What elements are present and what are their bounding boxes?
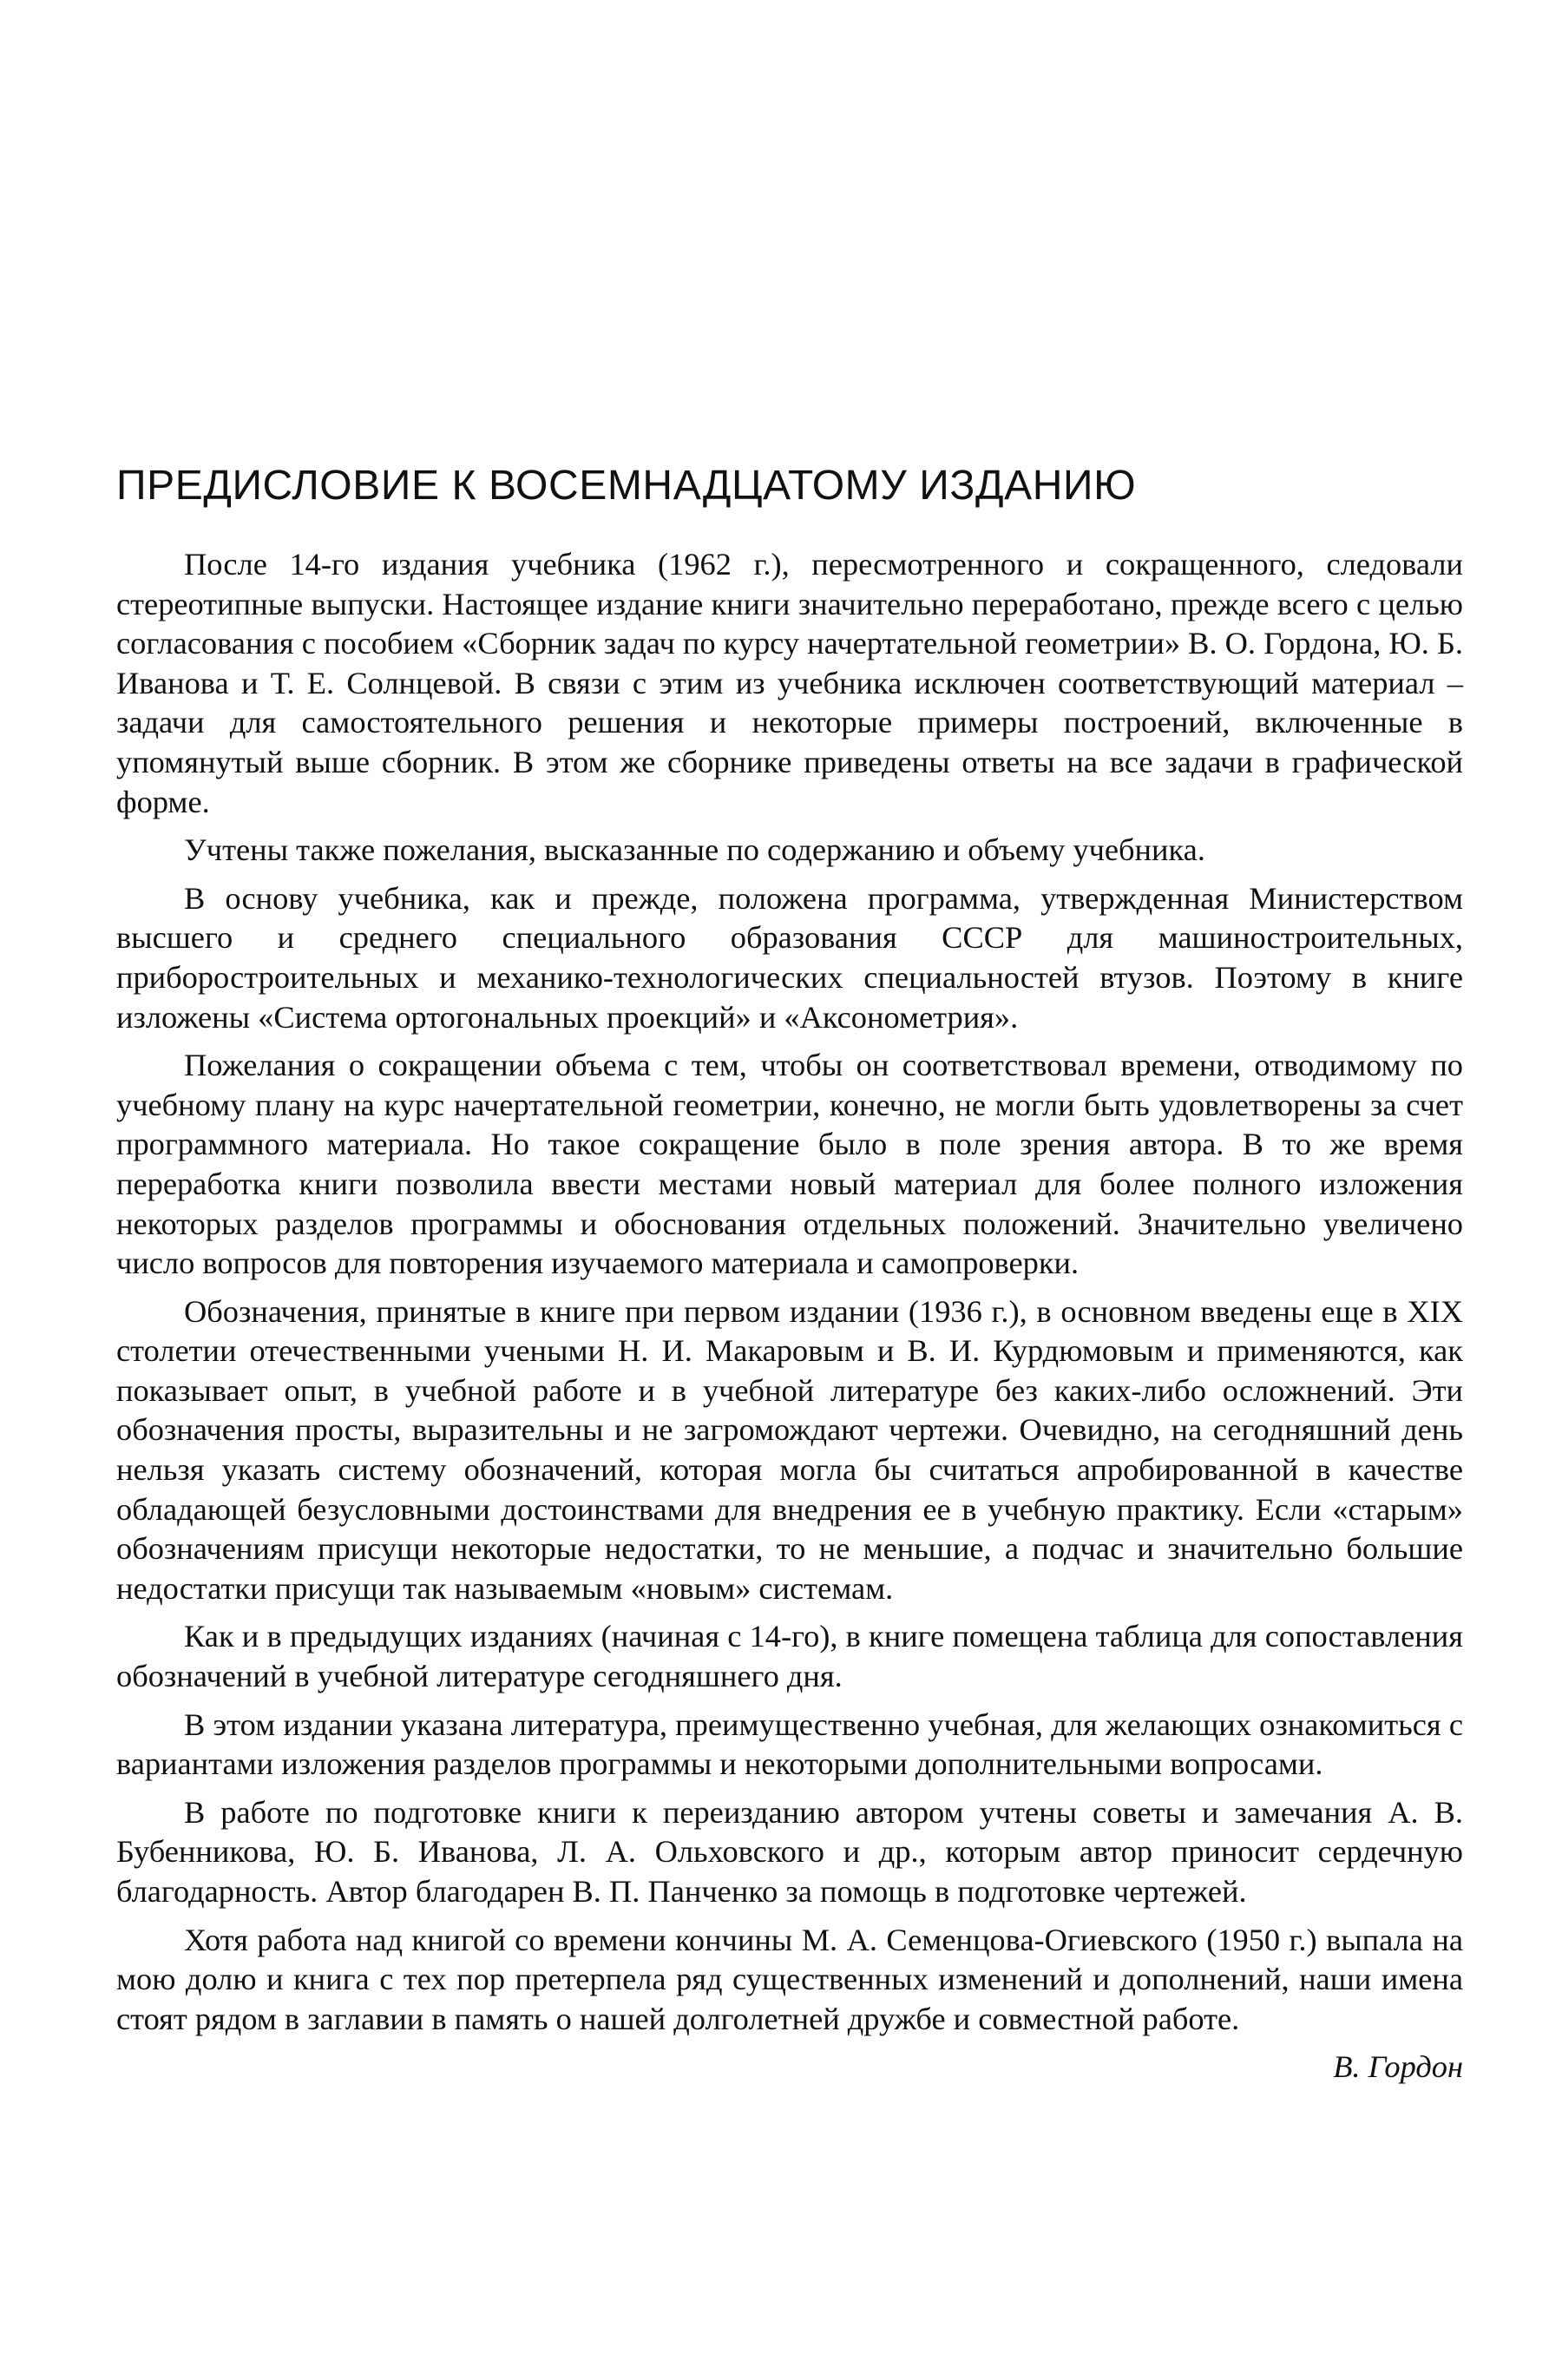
preface-body (116, 545, 1463, 2096)
page-title: ПРЕДИСЛОВИЕ К ВОСЕМНАДЦАТОМУ ИЗДАНИЮ (116, 463, 1137, 509)
paragraph: Хотя работа над книгой со времени кончины М. А. Семенцова-Огиевского (1950 г.) выпала на мою долю и книга с тех пор претерпела ряд существенных изменений и дополнений, наши имена стоят рядом в заглавии в память о нашей долголетней дружбе и совместной работе. (116, 1922, 1463, 2036)
paragraph: В этом издании указана литература, преимущественно учебная, для желающих ознакомиться с вариантами изложения разделов программы и некоторыми дополнительными вопросами. (116, 1706, 1463, 1782)
paragraph: В основу учебника, как и прежде, положена программа, утвержденная Министерством высшего и среднего специального образования СССР для машиностроительных, приборостроительных и механико-технологических специальностей втузов. Поэтому в книге изложены «Система ортогональных проекций» и «Аксонометрия». (116, 880, 1463, 1035)
author-signature: В. Гордон (1333, 2049, 1463, 2085)
paragraph: Пожелания о сокращении объема с тем, чтобы он соответствовал времени, отводимому по учебному плану на курс начертательной геометрии, конечно, не могли быть удовлетворены за счет программного материала. Но такое сокращение было в поле зрения автора. В то же время переработка книги позволила ввести местами новый материал для более полного изложения некоторых разделов программы и обоснования отдельных положений. Значительно увеличено число вопросов для повторения изучаемого материала и самопроверки. (116, 1048, 1463, 1281)
paragraph: Как и в предыдущих изданиях (начиная с 14-го), в книге помещена таблица для сопоставления обозначений в учебной литературе сегодняшнего дня. (116, 1619, 1463, 1694)
paragraph: Учтены также пожелания, высказанные по содержанию и объему учебника. (184, 832, 1205, 868)
paragraph: В работе по подготовке книги к переизданию автором учтены советы и замечания А. В. Бубенникова, Ю. Б. Иванова, Л. А. Ольховского и др., которым автор приносит сердечную благодарность. Автор благодарен В. П. Панченко за помощь в подготовке чертежей. (116, 1794, 1463, 1909)
paragraph: Обозначения, принятые в книге при первом издании (1936 г.), в основном введены еще в XIX столетии отечественными учеными Н. И. Макаровым и В. И. Курдюмовым и применяются, как показывает опыт, в учебной работе и в учебной литературе без каких-либо осложнений. Эти обозначения просты, выразительны и не загромождают чертежи. Очевидно, на сегодняшний день нельзя указать систему обозначений, которая могла бы считаться апробированной в качестве обладающей безусловными достоинствами для внедрения ее в учебную практику. Если «старым» обозначениям присущи некоторые недостатки, то не меньшие, а подчас и значительно большие недостатки присущи так называемым «новым» системам. (116, 1293, 1463, 1606)
paragraph: После 14-го издания учебника (1962 г.), пересмотренного и сокращенного, следовали стереотипные выпуски. Настоящее издание книги значительно переработано, прежде всего с целью согласования с пособием «Сборник задач по курсу начертательной геометрии» В. О. Гордона, Ю. Б. Иванова и Т. Е. Солнцевой. В связи с этим из учебника исключен соответствующий материал – задачи для самостоятельного решения и некоторые примеры построений, включенные в упомянутый выше сборник. В этом же сборнике приведены ответы на все задачи в графической форме. (116, 547, 1463, 819)
